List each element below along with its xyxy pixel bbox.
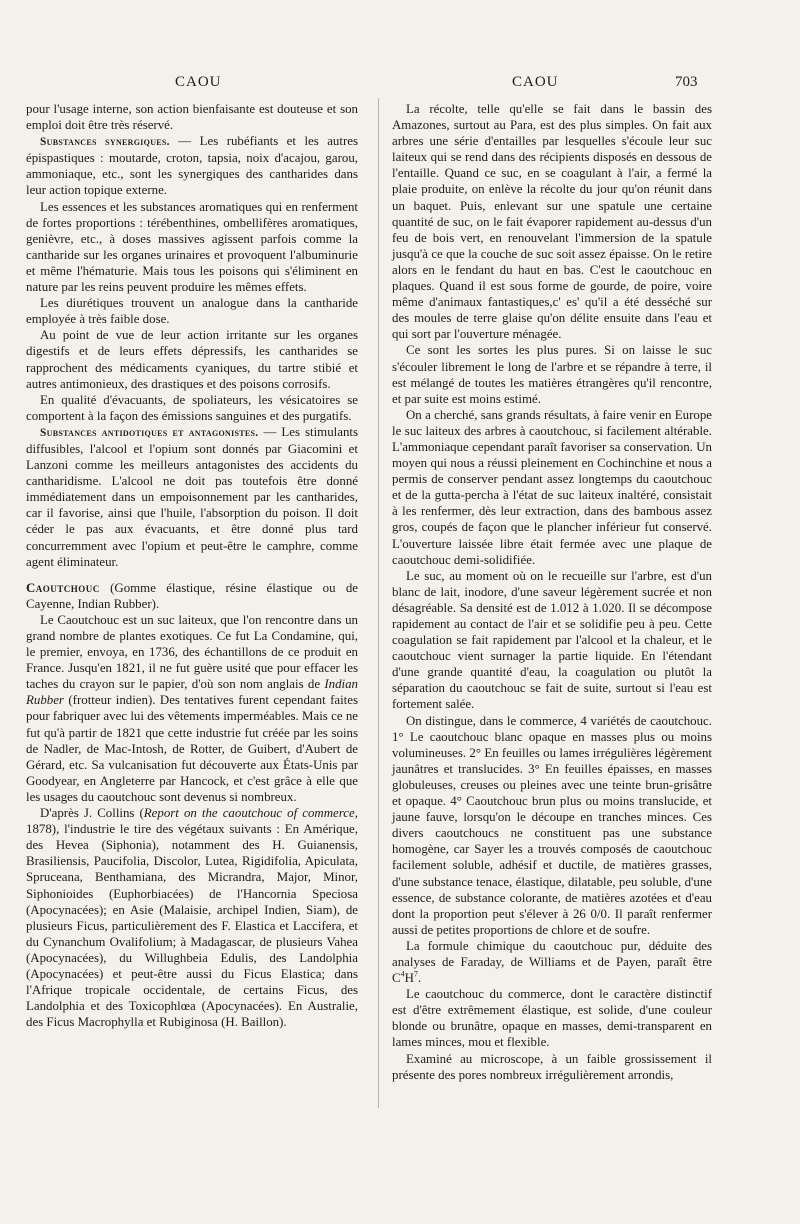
paragraph-text: Au point de vue de leur action irritante sur les organes digestifs et de leurs effets dépressifs, les cantharides se rapprochent des médicaments cyaniques, du tartre stibié et autres antimonieux, des drastiques et des poisons corrosifs. — [26, 328, 358, 391]
formula-subscript: 4 — [400, 969, 405, 979]
paragraph-text: Examiné au microscope, à un faible grossissement il présente des pores nombreux irrégulièrement arrondis, — [392, 1051, 712, 1082]
paragraph-text: Les diurétiques trouvent un analogue dans la cantharide employée à très faible dose. — [26, 296, 358, 327]
paragraph-text: (frotteur indien). Des tentatives furent cependant faites pour fabriquer avec lui des vêtements imperméables. Mais ce ne fut qu'à partir de 1821 que cette industrie fut créée par les soins de Nadler, de Mac-Intosh, de Rotter, de Guibert, d'Aubert de Gérard, etc. Sa vulcanisation fut découverte aux États-Unis par Goodyear, en Angleterre par Hancock, et c'est grâce à elle que les usages du caoutchouc sont devenus si nombreux. — [26, 693, 358, 804]
section-lead: Substances antidotiques et antagonistes. — [40, 426, 259, 439]
paragraph — [392, 407, 712, 568]
formula-subscript: 7 — [413, 969, 418, 979]
paragraph-text: — Les rubéfiants et les autres épispastiques : moutarde, croton, tapsia, noix d'acajou, garou, ammoniaque, etc., sont les synergiques des cantharides dans leur action topique externe. — [26, 134, 358, 198]
paragraph-text: La formule chimique du caoutchouc pur, déduite des analyses de Faraday, de Williams et de Payen, paraît être C — [392, 938, 712, 986]
paragraph — [26, 424, 358, 570]
paragraph — [26, 392, 358, 424]
paragraph — [26, 295, 358, 327]
paragraph-text: Ce sont les sortes les plus pures. Si on laisse le suc s'écouler librement le long de l'arbre et se répandre à terre, il est mélangé de toutes les matières étrangères qu'il rencontre, et par suite est moins estimé. — [392, 343, 712, 406]
paragraph-text: Le caoutchouc du commerce, dont le caractère distinctif est d'être extrêmement élastique, est solide, d'une couleur blonde ou brunâtre, opaque en masses, demi-transparent en lames minces, mou et flexible. — [392, 987, 712, 1050]
paragraph — [392, 568, 712, 713]
paragraph-text: On distingue, dans le commerce, 4 variétés de caoutchouc. 1° Le caoutchouc blanc opaque en masses plus ou moins volumineuses. 2° En feuilles ou lames irrégulières légèrement jaunâtres et translucides. 3° En feuilles épaisses, en masses globuleuses, creuses ou pleines avec une teinte brun-grisâtre et opaque. 4° Caoutchouc brun plus ou moins translucide, et jaune fauve, lorsqu'on le découpe en tranches minces. Ces divers caoutchoucs ne constituent pas une substance homogène, car Sayer les a trouvés composés de caoutchouc facilement soluble, adhésif et ductile, de matières grasses, d'une substance tenace, élastique, dilatable, peu soluble, d'une essence, de substance colorante, de matières azotées et d'eau dont la proportion peut s'élever à 26 0/0. Il paraît renfermer aussi de petites proportions de chlore et de soufre. — [392, 713, 712, 937]
paragraph-text: Le Caoutchouc est un suc laiteux, que l'on rencontre dans un grand nombre de plantes exotiques. Ce fut La Condamine, qui, le premier, envoya, en 1736, des échantillons de ce produit en France. Jusqu'en 1821, il ne fut guère usité que pour effacer les taches du crayon sur le papier, d'où son nom anglais de — [26, 612, 358, 692]
paragraph — [26, 805, 358, 1030]
italic-title: Report on the caoutchouc of commerce — [143, 806, 355, 821]
paragraph — [392, 986, 712, 1050]
paragraph-text: — Les stimulants diffusibles, l'alcool et l'opium sont donnés par Giacomini et Lanzoni comme les meilleurs antagonistes des accidents du cantharidisme. L'alcool ne doit pas toutefois être donné immédiatement dans un empoisonnement par les cantharides, car il favorise, ainsi que l'huile, l'absorption du poison. Il doit céder le pas aux évacuants, et être donné plus tard concurremment avec l'opium et peut-être le camphre, comme agent éliminateur. — [26, 424, 358, 569]
paragraph-text: On a cherché, sans grands résultats, à faire venir en Europe le suc laiteux des arbres à caoutchouc, si facilement altérable. L'ammoniaque cependant paraît favoriser sa conservation. Un moyen qui nous a réussi pleinement en Cochinchine et nous a permis de conserver pendant assez longtemps du caoutchouc et de la gutta-percha à l'état de suc laiteux inaltéré, consistait à les renfermer, dès leur extraction, dans des bambous assez gros, coupés de façon que le plancher inférieur fut conservé. L'ouverture laissée libre était fermée avec une plaque de caoutchouc demi-solidifiée. — [392, 407, 712, 567]
right-column — [392, 101, 712, 1083]
paragraph — [26, 101, 358, 133]
entry-headword: Caoutchouc — [26, 580, 100, 595]
running-head-right: CAOU — [512, 74, 559, 90]
paragraph — [392, 713, 712, 938]
italic-title: Indian Rubber — [26, 677, 358, 708]
paragraph — [26, 612, 358, 805]
paragraph — [392, 938, 712, 986]
paragraph — [26, 133, 358, 198]
left-column — [26, 101, 358, 1030]
paragraph — [26, 580, 358, 612]
paragraph-text: D'après J. Collins ( — [40, 806, 144, 821]
paragraph-text: Les essences et les substances aromatiques qui en renferment de fortes proportions : térébenthines, ombellifères aromatiques, genièvre, etc., à doses massives agissent parfois comme la cantharide sur les organes urinaires et provoquent l'albuminurie et même l'hématurie. Mais tous les poisons qui s'éliminent en nature par les reins peuvent produire les mêmes effets. — [26, 199, 358, 295]
paragraph-text: pour l'usage interne, son action bienfaisante est douteuse et son emploi doit être très réservé. — [26, 102, 358, 133]
paragraph-text: , 1878), l'industrie le tire des végétaux suivants : En Amérique, des Hevea (Siphonia), notamment des H. Guianensis, Brasiliensis, Paucifolia, Discolor, Lutea, Rigidifolia, Apiculata, Spruceana, Benthamiana, des Micrandra, Major, Minor, Siphonioides (Euphorbiacées) de l'Hancornia Speciosa (Apocynacées); en Asie (Malaisie, archipel Indien, Siam), de plusieurs Ficus, particulièrement des F. Elastica et Laccifera, et du Cynanchum Ovalifolium; à Madagascar, de plusieurs Vahea (Apocynacées), du Willughbeia Edulis, des Landolphia (Apocynacées) et peut-être aussi du Ficus Elastica; dans l'Afrique tropicale occidentale, de certains Ficus, des Landolphia et des Toxicophlœa (Apocynacées). En Australie, des Ficus Macrophylla et Rubiginosa (H. Baillon). — [26, 806, 358, 1030]
paragraph — [392, 1051, 712, 1083]
section-lead: Substances synergiques. — [40, 136, 170, 149]
paragraph-text: La récolte, telle qu'elle se fait dans le bassin des Amazones, surtout au Para, est des plus simples. On fait aux arbres une série d'entailles par lesquelles s'écoule leur suc laiteux qui se rend dans des récipients disposés en dessous de l'entaille. Quand ce suc, en se coagulant à l'air, a fermé la plaie produite, on enlève la récolte du jour qu'on réunit dans un baquet. Puis, enlevant sur une spatule une certaine quantité de suc, on le fait évaporer rapidement au-dessus d'un feu de bois vert, en renouvelant l'immersion de la spatule jusqu'à ce que la couche de suc soit assez épaisse. On le retire alors en le fendant du haut en bas. C'est le caoutchouc en plaques. Quand il est sous forme de gourde, de poire, voire même d'animaux fantastiques,c' es' qu'il a été desséché sur des moules de terre glaise qu'on délite ensuite dans l'eau et qui sort par l'ouverture ménagée. — [392, 102, 712, 342]
paragraph-text: En qualité d'évacuants, de spoliateurs, les vésicatoires se comportent à la façon des émissions sanguines et des purgatifs. — [26, 392, 358, 423]
paragraph-text: Le suc, au moment où on le recueille sur l'arbre, est d'un blanc de lait, inodore, d'une saveur légèrement sucrée et non désagréable. Sa densité est de 1.012 à 1.020. Il se décompose rapidement au contact de l'air et se solidifie peu à peu. Cette coagulation se fait rapidement par l'alcool et la chaleur, et le caoutchouc vient surnager la partie liquide. En l'étendant d'une grande quantité d'eau, la coagulation ou plutôt la séparation du caoutchouc se fait de suite, surtout si l'eau est fortement salée. — [392, 568, 712, 712]
paragraph-text: H — [404, 971, 414, 986]
paragraph — [26, 327, 358, 391]
column-divider — [378, 98, 379, 1108]
paragraph — [26, 199, 358, 296]
paragraph-text: . — [417, 971, 422, 986]
paragraph-text: (Gomme élastique, résine élastique ou de Cayenne, Indian Rubber). — [26, 580, 358, 611]
running-head-left: CAOU — [175, 74, 222, 90]
paragraph — [392, 342, 712, 406]
paragraph — [392, 101, 712, 342]
page-number: 703 — [675, 74, 698, 90]
